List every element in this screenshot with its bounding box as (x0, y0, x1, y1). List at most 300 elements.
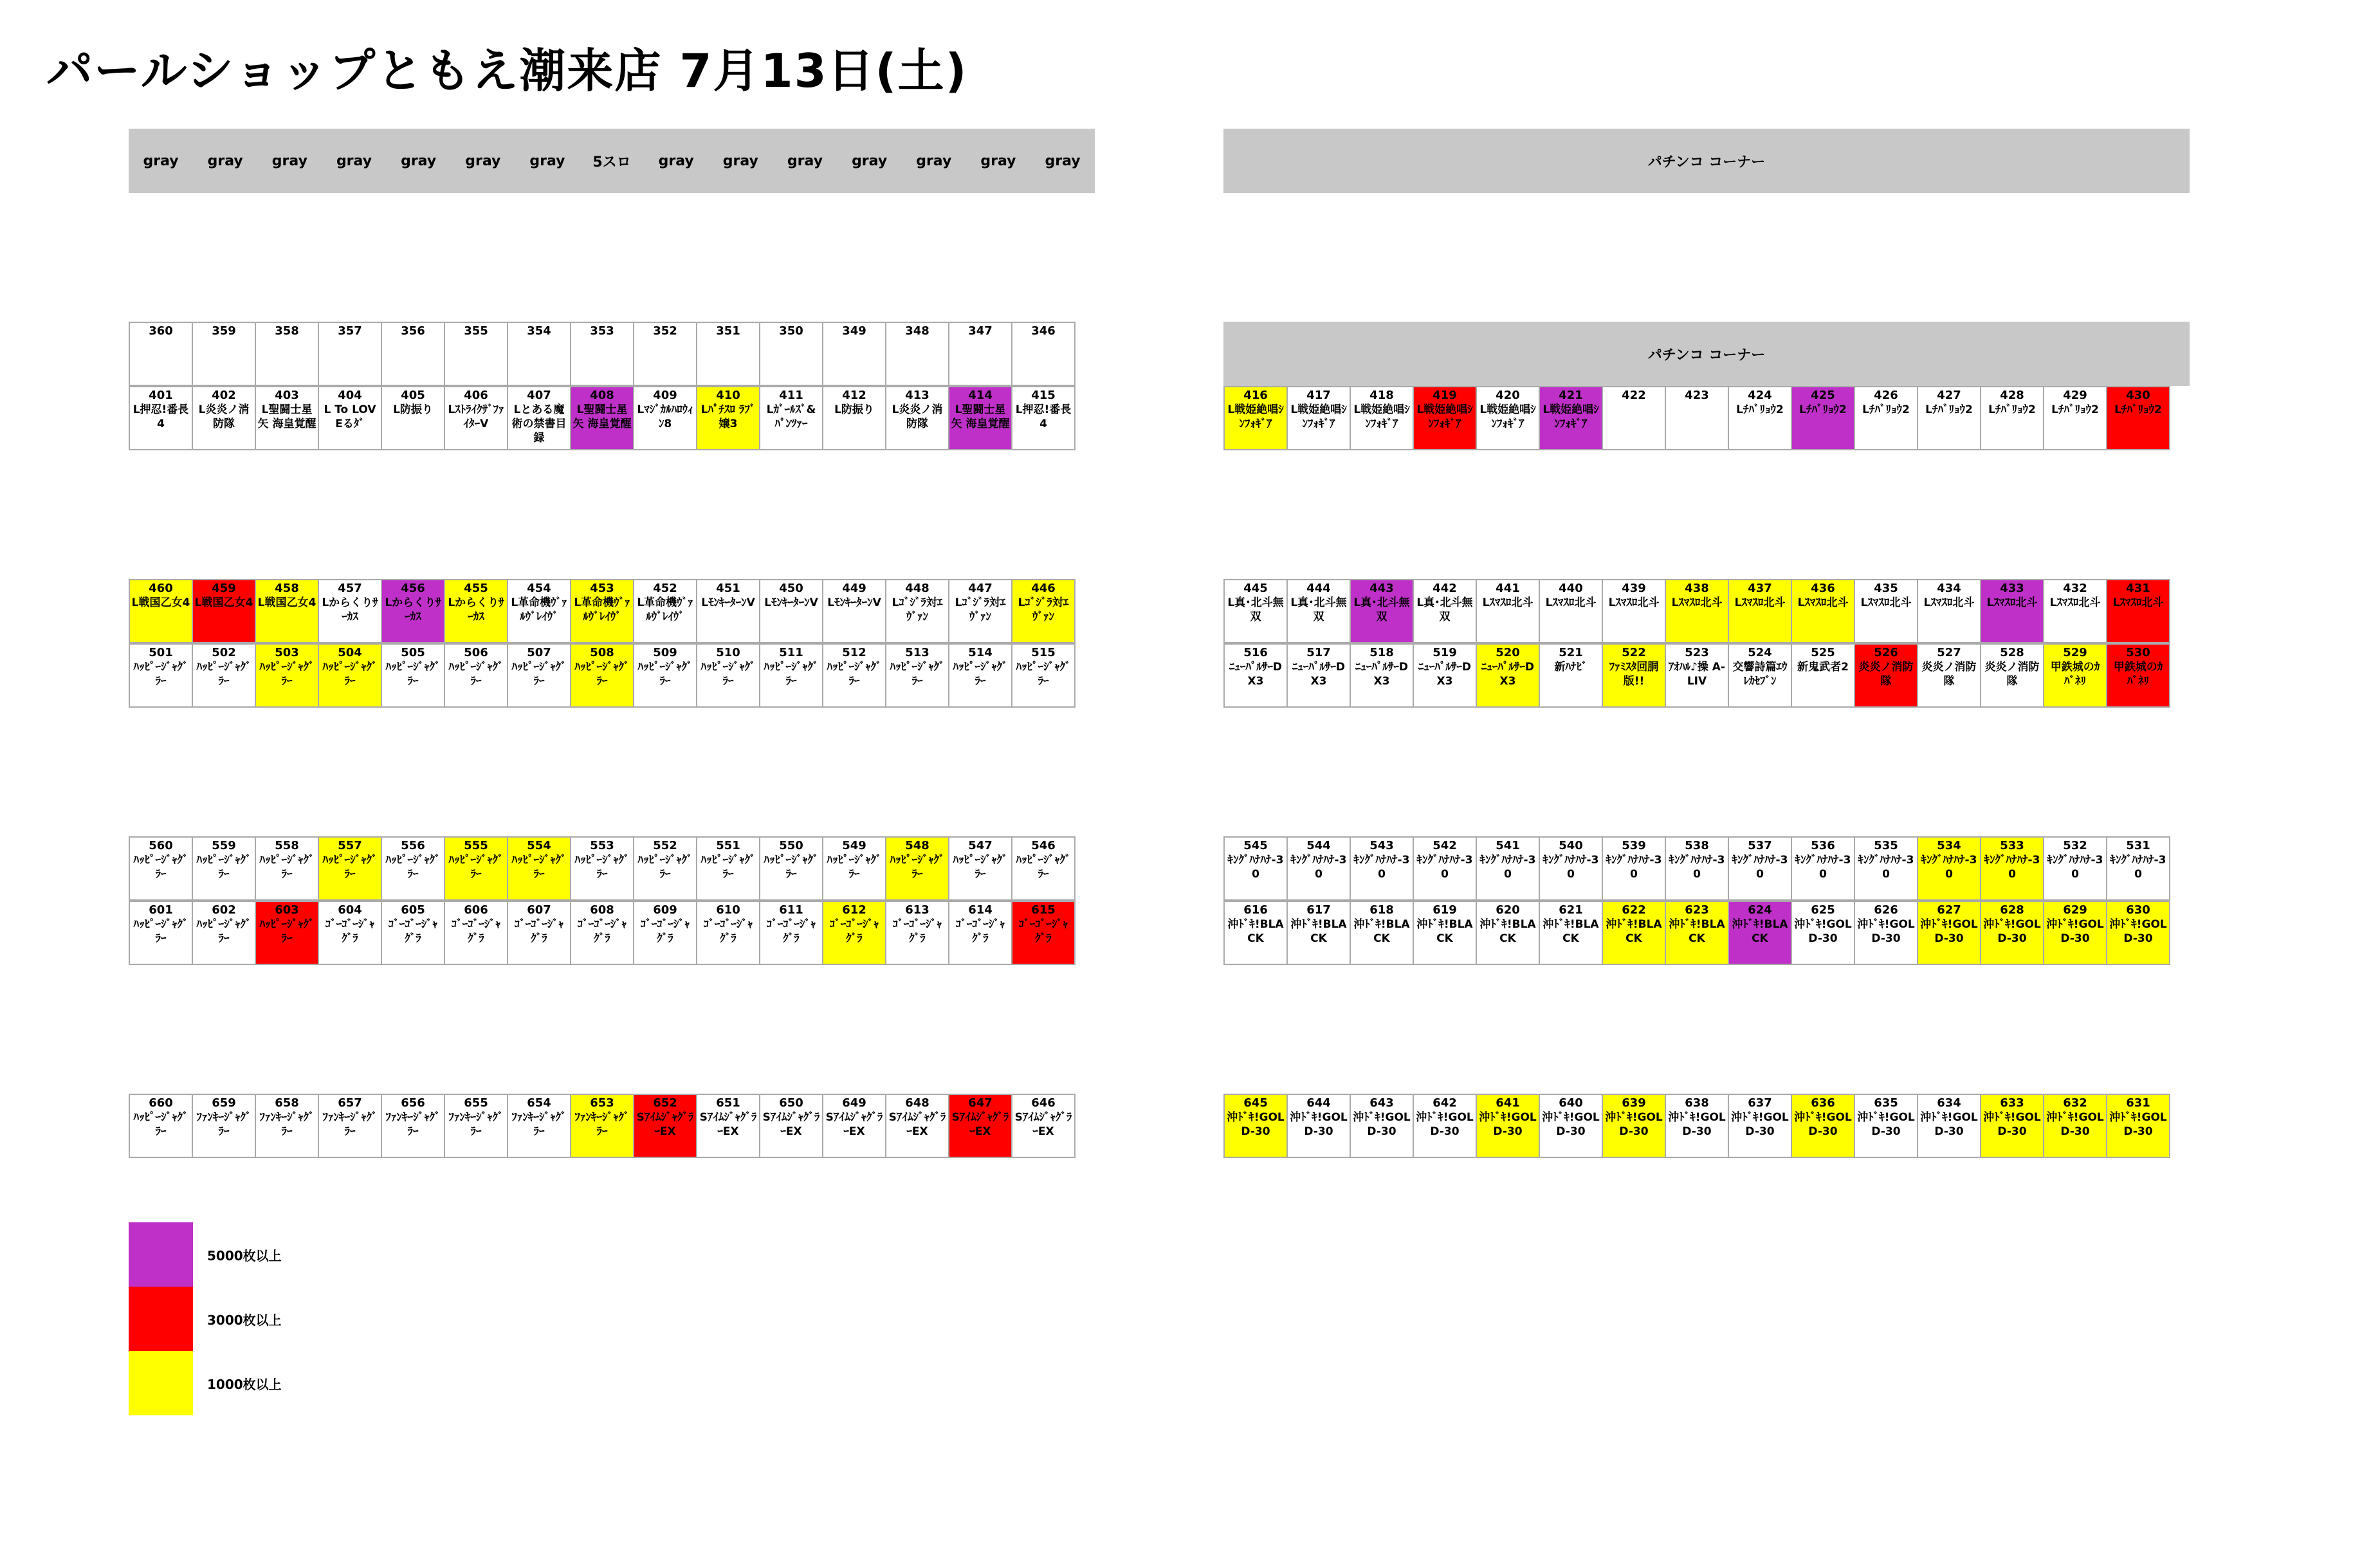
machine-cell-557 (318, 836, 382, 901)
machine-cell-612 (822, 901, 886, 965)
machine-number: 538 (1685, 839, 1709, 852)
machine-number: 543 (1369, 839, 1394, 852)
machine-name: ﾊｯﾋﾟｰｼﾞｬｸﾞﾗｰ (1016, 661, 1071, 688)
machine-number: 603 (275, 903, 299, 917)
machine-number: 546 (1031, 839, 1056, 852)
machine-row (1223, 901, 2170, 965)
machine-name: 沖ﾄﾞｷ!GOLD-30 (1479, 1111, 1537, 1138)
machine-cell-631 (2106, 1094, 2170, 1158)
machine-name: 沖ﾄﾞｷ!BLACK (1732, 918, 1788, 945)
machine-number: 411 (779, 389, 803, 402)
machine-cell-448 (885, 579, 949, 643)
machine-name: ｷﾝｸﾞﾊﾅﾊﾅ-30 (2047, 854, 2103, 881)
machine-cell-418 (1350, 386, 1414, 450)
machine-number: 642 (1433, 1096, 1457, 1110)
machine-name: 沖ﾄﾞｷ!BLACK (1606, 918, 1662, 945)
machine-row (1223, 1094, 2170, 1158)
machine-name: 沖ﾄﾞｷ!BLACK (1290, 918, 1347, 945)
machine-number: 534 (1937, 839, 1961, 852)
machine-name: L聖闘士星矢 海皇覚醒 (257, 403, 316, 430)
machine-number: 526 (1874, 646, 1898, 659)
machine-cell-551 (696, 836, 760, 901)
machine-name: ｷﾝｸﾞﾊﾅﾊﾅ-30 (1795, 854, 1851, 881)
machine-number: 522 (1622, 646, 1646, 659)
machine-cell-422 (1602, 386, 1666, 450)
machine-number: 607 (527, 903, 551, 917)
machine-number: 528 (2000, 646, 2024, 659)
machine-cell-637 (1728, 1094, 1792, 1158)
header-cell-8: 5スロ (592, 154, 631, 170)
machine-name: L防振り (834, 403, 874, 416)
machine-number: 452 (653, 582, 677, 595)
machine-name: ﾊｯﾋﾟｰｼﾞｬｸﾞﾗｰ (700, 661, 756, 688)
machine-name: 沖ﾄﾞｷ!GOLD-30 (1731, 1111, 1789, 1138)
machine-cell-604 (318, 901, 382, 965)
machine-cell-555 (444, 836, 508, 901)
machine-name: L炎炎ノ消防隊 (892, 403, 943, 430)
machine-name: Lｽﾏｽﾛ北斗 (1608, 596, 1660, 609)
machine-name: ﾊｯﾋﾟｰｼﾞｬｸﾞﾗｰ (448, 854, 504, 881)
machine-cell-546 (1011, 836, 1076, 901)
machine-number: 425 (1811, 389, 1835, 402)
machine-name: Lﾁﾊﾞﾘｮｳ2 (2114, 403, 2162, 416)
machine-number: 551 (716, 839, 740, 852)
machine-name: SｱｲﾑｼﾞｬｸﾞﾗｰEX (825, 1111, 883, 1138)
machine-cell-503 (255, 643, 319, 708)
machine-name: ﾊｯﾋﾟｰｼﾞｬｸﾞﾗｰ (133, 1111, 188, 1138)
machine-row (129, 386, 1076, 450)
machine-cell-456 (381, 579, 445, 643)
machine-cell-536 (1791, 836, 1855, 901)
machine-name: Lｽﾏｽﾛ北斗 (1734, 596, 1786, 609)
machine-name: 甲鉄城のｶﾊﾞﾈﾘ (2113, 661, 2163, 688)
machine-cell-552 (633, 836, 697, 901)
machine-cell-528 (1980, 643, 2044, 708)
machine-number: 420 (1496, 389, 1520, 402)
machine-number: 626 (1874, 903, 1898, 917)
machine-number: 544 (1306, 839, 1331, 852)
machine-name: ｺﾞｰｺﾞｰｼﾞｬｸﾞﾗ (451, 918, 501, 945)
machine-number: 457 (338, 582, 362, 595)
machine-number: 556 (401, 839, 425, 852)
machine-name: ﾊｯﾋﾟｰｼﾞｬｸﾞﾗｰ (637, 661, 693, 688)
machine-cell-358 (255, 322, 319, 386)
machine-name: 沖ﾄﾞｷ!GOLD-30 (1857, 1111, 1915, 1138)
machine-name: ｺﾞｰｺﾞｰｼﾞｬｸﾞﾗ (325, 918, 375, 945)
machine-cell-653 (570, 1094, 634, 1158)
machine-cell-523 (1665, 643, 1729, 708)
machine-cell-420 (1476, 386, 1540, 450)
machine-cell-602 (192, 901, 256, 965)
machine-name: Lからくりｻｰｶｽ (448, 596, 504, 623)
machine-number: 431 (2126, 582, 2150, 595)
machine-cell-460 (129, 579, 193, 643)
header-cell-5: gray (401, 152, 437, 169)
machine-cell-538 (1665, 836, 1729, 901)
machine-cell-449 (822, 579, 886, 643)
machine-name: 沖ﾄﾞｷ!GOLD-30 (1668, 1111, 1726, 1138)
machine-name: ｺﾞｰｺﾞｰｼﾞｬｸﾞﾗ (640, 918, 690, 945)
machine-number: 613 (905, 903, 929, 917)
machine-name: 沖ﾄﾞｷ!GOLD-30 (1920, 1111, 1978, 1138)
machine-number: 653 (590, 1096, 614, 1110)
machine-number: 533 (2000, 839, 2024, 852)
machine-name: L聖闘士星矢 海皇覚醒 (951, 403, 1010, 430)
machine-number: 540 (1559, 839, 1583, 852)
machine-cell-542 (1413, 836, 1477, 901)
machine-number: 415 (1031, 389, 1056, 402)
machine-name: ｱｵﾊﾙ♪操 A-LIV (1669, 661, 1725, 688)
machine-number: 438 (1685, 582, 1709, 595)
machine-cell-406 (444, 386, 508, 450)
machine-number: 530 (2126, 646, 2150, 659)
machine-cell-630 (2106, 901, 2170, 965)
machine-cell-609 (633, 901, 697, 965)
machine-cell-403 (255, 386, 319, 450)
machine-number: 559 (212, 839, 236, 852)
machine-cell-658 (255, 1094, 319, 1158)
machine-cell-532 (2043, 836, 2107, 901)
machine-number: 645 (1243, 1096, 1268, 1110)
machine-number: 519 (1433, 646, 1457, 659)
machine-number: 501 (149, 646, 173, 659)
machine-number: 612 (842, 903, 866, 917)
header-cell-1: gray (143, 152, 179, 169)
machine-name: ﾌｧﾝｷｰｼﾞｬｸﾞﾗｰ (448, 1111, 504, 1138)
machine-number: 504 (338, 646, 362, 659)
machine-name: ｷﾝｸﾞﾊﾅﾊﾅ-30 (1227, 854, 1284, 881)
machine-name: 沖ﾄﾞｷ!GOLD-30 (1857, 918, 1915, 945)
machine-cell-502 (192, 643, 256, 708)
machine-number: 445 (1243, 582, 1268, 595)
machine-number: 555 (464, 839, 488, 852)
machine-name: ｺﾞｰｺﾞｰｼﾞｬｸﾞﾗ (703, 918, 753, 945)
machine-number: 439 (1622, 582, 1646, 595)
machine-name: Lｽﾏｽﾛ北斗 (1797, 596, 1849, 609)
machine-cell-425 (1791, 386, 1855, 450)
machine-name: 沖ﾄﾞｷ!GOLD-30 (1920, 918, 1978, 945)
machine-name: Lﾁﾊﾞﾘｮｳ2 (1862, 403, 1910, 416)
machine-row (1223, 386, 2170, 450)
machine-number: 510 (716, 646, 740, 659)
machine-name: ｺﾞｰｺﾞｰｼﾞｬｸﾞﾗ (514, 918, 564, 945)
machine-name: ﾊｯﾋﾟｰｼﾞｬｸﾞﾗｰ (322, 854, 378, 881)
machine-number: 515 (1031, 646, 1056, 659)
machine-name: Lｺﾞｼﾞﾗ対ｴｳﾞｧﾝ (955, 596, 1006, 623)
legend-swatch-yellow (129, 1351, 193, 1415)
machine-number: 443 (1369, 582, 1394, 595)
machine-name: 炎炎ノ消防隊 (1984, 661, 2040, 688)
machine-cell-635 (1854, 1094, 1918, 1158)
machine-cell-627 (1917, 901, 1981, 965)
machine-number: 413 (905, 389, 929, 402)
header-cell-11: gray (787, 152, 823, 169)
machine-number: 353 (590, 324, 614, 338)
machine-name: ﾆｭｰﾊﾟﾙｻｰDX3 (1292, 661, 1346, 688)
machine-cell-634 (1917, 1094, 1981, 1158)
machine-name: ﾆｭｰﾊﾟﾙｻｰDX3 (1229, 661, 1283, 688)
machine-name: SｱｲﾑｼﾞｬｸﾞﾗｰEX (951, 1111, 1009, 1138)
machine-name: ﾊｯﾋﾟｰｼﾞｬｸﾞﾗｰ (511, 854, 567, 881)
machine-cell-654 (507, 1094, 571, 1158)
machine-number: 503 (275, 646, 299, 659)
machine-number: 646 (1031, 1096, 1056, 1110)
machine-cell-431 (2106, 579, 2170, 643)
machine-number: 441 (1496, 582, 1520, 595)
machine-cell-648 (885, 1094, 949, 1158)
machine-cell-405 (381, 386, 445, 450)
machine-number: 656 (401, 1096, 425, 1110)
machine-cell-350 (759, 322, 823, 386)
machine-row (1223, 643, 2170, 708)
machine-cell-421 (1539, 386, 1603, 450)
machine-cell-639 (1602, 1094, 1666, 1158)
machine-cell-512 (822, 643, 886, 708)
machine-name: LﾓﾝｷｰﾀｰﾝV (827, 596, 881, 609)
machine-cell-531 (2106, 836, 2170, 901)
machine-cell-517 (1286, 643, 1351, 708)
header-cell-9: gray (658, 152, 694, 169)
machine-number: 617 (1306, 903, 1331, 917)
machine-number: 545 (1243, 839, 1268, 852)
machine-name: Lｶﾞｰﾙｽﾞ&ﾊﾟﾝﾂｧｰ (766, 403, 816, 430)
machine-name: Lﾁﾊﾞﾘｮｳ2 (1925, 403, 1973, 416)
machine-cell-547 (948, 836, 1012, 901)
machine-name: L革命機ｳﾞｧﾙｳﾞﾚｲｳﾞ (574, 596, 630, 623)
machine-cell-625 (1791, 901, 1855, 965)
machine-number: 348 (905, 324, 929, 338)
machine-cell-416 (1223, 386, 1288, 450)
machine-name: ﾊｯﾋﾟｰｼﾞｬｸﾞﾗｰ (196, 918, 252, 945)
machine-number: 529 (2063, 646, 2087, 659)
machine-cell-436 (1791, 579, 1855, 643)
header-cell-10: gray (722, 152, 758, 169)
machine-number: 448 (905, 582, 929, 595)
machine-number: 535 (1874, 839, 1898, 852)
machine-cell-642 (1413, 1094, 1477, 1158)
machine-name: ｺﾞｰｺﾞｰｼﾞｬｸﾞﾗ (766, 918, 816, 945)
machine-name: Lｽﾏｽﾛ北斗 (1986, 596, 2038, 609)
machine-number: 430 (2126, 389, 2150, 402)
machine-name: Lﾁﾊﾞﾘｮｳ2 (1736, 403, 1784, 416)
machine-name: ﾊｯﾋﾟｰｼﾞｬｸﾞﾗｰ (890, 854, 945, 881)
machine-cell-543 (1350, 836, 1414, 901)
machine-name: L戦姫絶唱ｼﾝﾌｫｷﾞｱ (1479, 403, 1536, 430)
machine-cell-641 (1476, 1094, 1540, 1158)
machine-number: 434 (1937, 582, 1961, 595)
machine-cell-414 (948, 386, 1012, 450)
machine-name: ｺﾞｰｺﾞｰｼﾞｬｸﾞﾗ (955, 918, 1005, 945)
machine-name: ｺﾞｰｺﾞｰｼﾞｬｸﾞﾗ (577, 918, 627, 945)
legend-item (129, 1287, 282, 1351)
machine-cell-537 (1728, 836, 1792, 901)
machine-number: 444 (1306, 582, 1331, 595)
machine-cell-611 (759, 901, 823, 965)
machine-name: ｺﾞｰｺﾞｰｼﾞｬｸﾞﾗ (388, 918, 438, 945)
machine-cell-616 (1223, 901, 1288, 965)
machine-cell-621 (1539, 901, 1603, 965)
machine-cell-603 (255, 901, 319, 965)
machine-name: ｷﾝｸﾞﾊﾅﾊﾅ-30 (2110, 854, 2166, 881)
machine-cell-660 (129, 1094, 193, 1158)
machine-number: 405 (401, 389, 425, 402)
machine-number: 610 (716, 903, 740, 917)
machine-number: 554 (527, 839, 551, 852)
machine-cell-636 (1791, 1094, 1855, 1158)
machine-number: 421 (1559, 389, 1583, 402)
machine-number: 614 (968, 903, 993, 917)
machine-name: L戦姫絶唱ｼﾝﾌｫｷﾞｱ (1227, 403, 1284, 430)
machine-cell-534 (1917, 836, 1981, 901)
machine-cell-601 (129, 901, 193, 965)
machine-row (129, 1094, 1076, 1158)
machine-number: 523 (1685, 646, 1709, 659)
machine-cell-443 (1350, 579, 1414, 643)
machine-number: 648 (905, 1096, 929, 1110)
machine-name: Lｽﾏｽﾛ北斗 (1545, 596, 1597, 609)
machine-number: 454 (527, 582, 551, 595)
machine-number: 428 (2000, 389, 2024, 402)
machine-cell-545 (1223, 836, 1288, 901)
machine-number: 541 (1496, 839, 1520, 852)
machine-number: 350 (779, 324, 803, 338)
machine-name: Lｽﾏｽﾛ北斗 (1923, 596, 1975, 609)
machine-number: 505 (401, 646, 425, 659)
machine-number: 508 (590, 646, 614, 659)
machine-number: 502 (212, 646, 236, 659)
machine-number: 635 (1874, 1096, 1898, 1110)
machine-number: 449 (842, 582, 866, 595)
machine-row (129, 836, 1076, 901)
legend-label: 5000枚以上 (207, 1247, 282, 1264)
machine-cell-347 (948, 322, 1012, 386)
machine-cell-559 (192, 836, 256, 901)
machine-number: 426 (1874, 389, 1898, 402)
machine-cell-446 (1011, 579, 1076, 643)
machine-cell-652 (633, 1094, 697, 1158)
machine-row (129, 901, 1076, 965)
machine-cell-442 (1413, 579, 1477, 643)
machine-number: 520 (1496, 646, 1520, 659)
machine-cell-541 (1476, 836, 1540, 901)
machine-number: 658 (275, 1096, 299, 1110)
machine-cell-651 (696, 1094, 760, 1158)
machine-cell-408 (570, 386, 634, 450)
machine-number: 552 (653, 839, 677, 852)
machine-name: L戦国乙女4 (131, 596, 190, 609)
machine-cell-533 (1980, 836, 2044, 901)
legend-item (129, 1222, 282, 1287)
machine-name: ﾊｯﾋﾟｰｼﾞｬｸﾞﾗｰ (764, 854, 819, 881)
machine-name: 新ﾊﾅﾋﾞ (1554, 661, 1588, 674)
machine-cell-629 (2043, 901, 2107, 965)
machine-name: L革命機ｳﾞｧﾙｳﾞﾚｲｳﾞ (511, 596, 567, 623)
machine-name: 甲鉄城のｶﾊﾞﾈﾘ (2050, 661, 2100, 688)
machine-cell-413 (885, 386, 949, 450)
machine-cell-513 (885, 643, 949, 708)
machine-number: 549 (842, 839, 866, 852)
machine-number: 404 (338, 389, 362, 402)
machine-cell-455 (444, 579, 508, 643)
machine-number: 553 (590, 839, 614, 852)
legend-label: 3000枚以上 (207, 1312, 282, 1328)
right-corner-header (1223, 129, 2190, 193)
machine-cell-417 (1286, 386, 1351, 450)
machine-name: ﾊｯﾋﾟｰｼﾞｬｸﾞﾗｰ (133, 854, 188, 881)
machine-cell-640 (1539, 1094, 1603, 1158)
machine-cell-620 (1476, 901, 1540, 965)
machine-cell-520 (1476, 643, 1540, 708)
machine-number: 633 (2000, 1096, 2024, 1110)
machine-name: 沖ﾄﾞｷ!GOLD-30 (1353, 1111, 1411, 1138)
machine-name: 沖ﾄﾞｷ!BLACK (1416, 918, 1473, 945)
machine-cell-519 (1413, 643, 1477, 708)
machine-name: Lﾁﾊﾞﾘｮｳ2 (1799, 403, 1847, 416)
machine-number: 516 (1243, 646, 1268, 659)
machine-name: ﾊｯﾋﾟｰｼﾞｬｸﾞﾗｰ (385, 661, 441, 688)
machine-number: 650 (779, 1096, 803, 1110)
machine-name: ﾌｧﾐｽﾀ回胴版!! (1609, 661, 1659, 688)
header-cell-13: gray (916, 152, 952, 169)
machine-cell-441 (1476, 579, 1540, 643)
legend-label: 1000枚以上 (207, 1376, 282, 1392)
machine-number: 527 (1937, 646, 1961, 659)
machine-number: 537 (1748, 839, 1772, 852)
machine-cell-516 (1223, 643, 1288, 708)
machine-cell-628 (1980, 901, 2044, 965)
header-cell-15: gray (1045, 152, 1081, 169)
machine-number: 512 (842, 646, 866, 659)
machine-name: L押忍!番長4 (133, 403, 189, 430)
machine-number: 356 (401, 324, 425, 338)
machine-number: 432 (2063, 582, 2087, 595)
machine-name: ﾊｯﾋﾟｰｼﾞｬｸﾞﾗｰ (259, 661, 315, 688)
machine-row (129, 643, 1076, 708)
machine-name: ｷﾝｸﾞﾊﾅﾊﾅ-30 (1858, 854, 1914, 881)
machine-name: ﾊｯﾋﾟｰｼﾞｬｸﾞﾗｰ (511, 661, 567, 688)
machine-name: ﾊｯﾋﾟｰｼﾞｬｸﾞﾗｰ (196, 854, 252, 881)
machine-number: 605 (401, 903, 425, 917)
machine-number: 455 (464, 582, 488, 595)
machine-number: 640 (1559, 1096, 1583, 1110)
machine-name: SｱｲﾑｼﾞｬｸﾞﾗｰEX (762, 1111, 820, 1138)
machine-name: Lとある魔術の禁書目録 (511, 403, 567, 445)
machine-number: 602 (212, 903, 236, 917)
machine-name: Lｽﾏｽﾛ北斗 (2112, 596, 2164, 609)
machine-number: 550 (779, 839, 803, 852)
machine-cell-346 (1011, 322, 1076, 386)
machine-number: 511 (779, 646, 803, 659)
machine-cell-511 (759, 643, 823, 708)
machine-number: 654 (527, 1096, 551, 1110)
machine-number: 357 (338, 324, 362, 338)
machine-name: ﾌｧﾝｷｰｼﾞｬｸﾞﾗｰ (574, 1111, 630, 1138)
machine-number: 442 (1433, 582, 1457, 595)
machine-number: 618 (1369, 903, 1394, 917)
machine-name: ｺﾞｰｺﾞｰｼﾞｬｸﾞﾗ (892, 918, 942, 945)
machine-name: L聖闘士星矢 海皇覚醒 (572, 403, 632, 430)
machine-number: 450 (779, 582, 803, 595)
machine-cell-526 (1854, 643, 1918, 708)
machine-cell-617 (1286, 901, 1351, 965)
machine-cell-428 (1980, 386, 2044, 450)
machine-number: 440 (1559, 582, 1583, 595)
machine-row (129, 579, 1076, 643)
machine-name: L戦姫絶唱ｼﾝﾌｫｷﾞｱ (1416, 403, 1473, 430)
machine-number: 632 (2063, 1096, 2087, 1110)
machine-cell-614 (948, 901, 1012, 965)
machine-number: 352 (653, 324, 677, 338)
